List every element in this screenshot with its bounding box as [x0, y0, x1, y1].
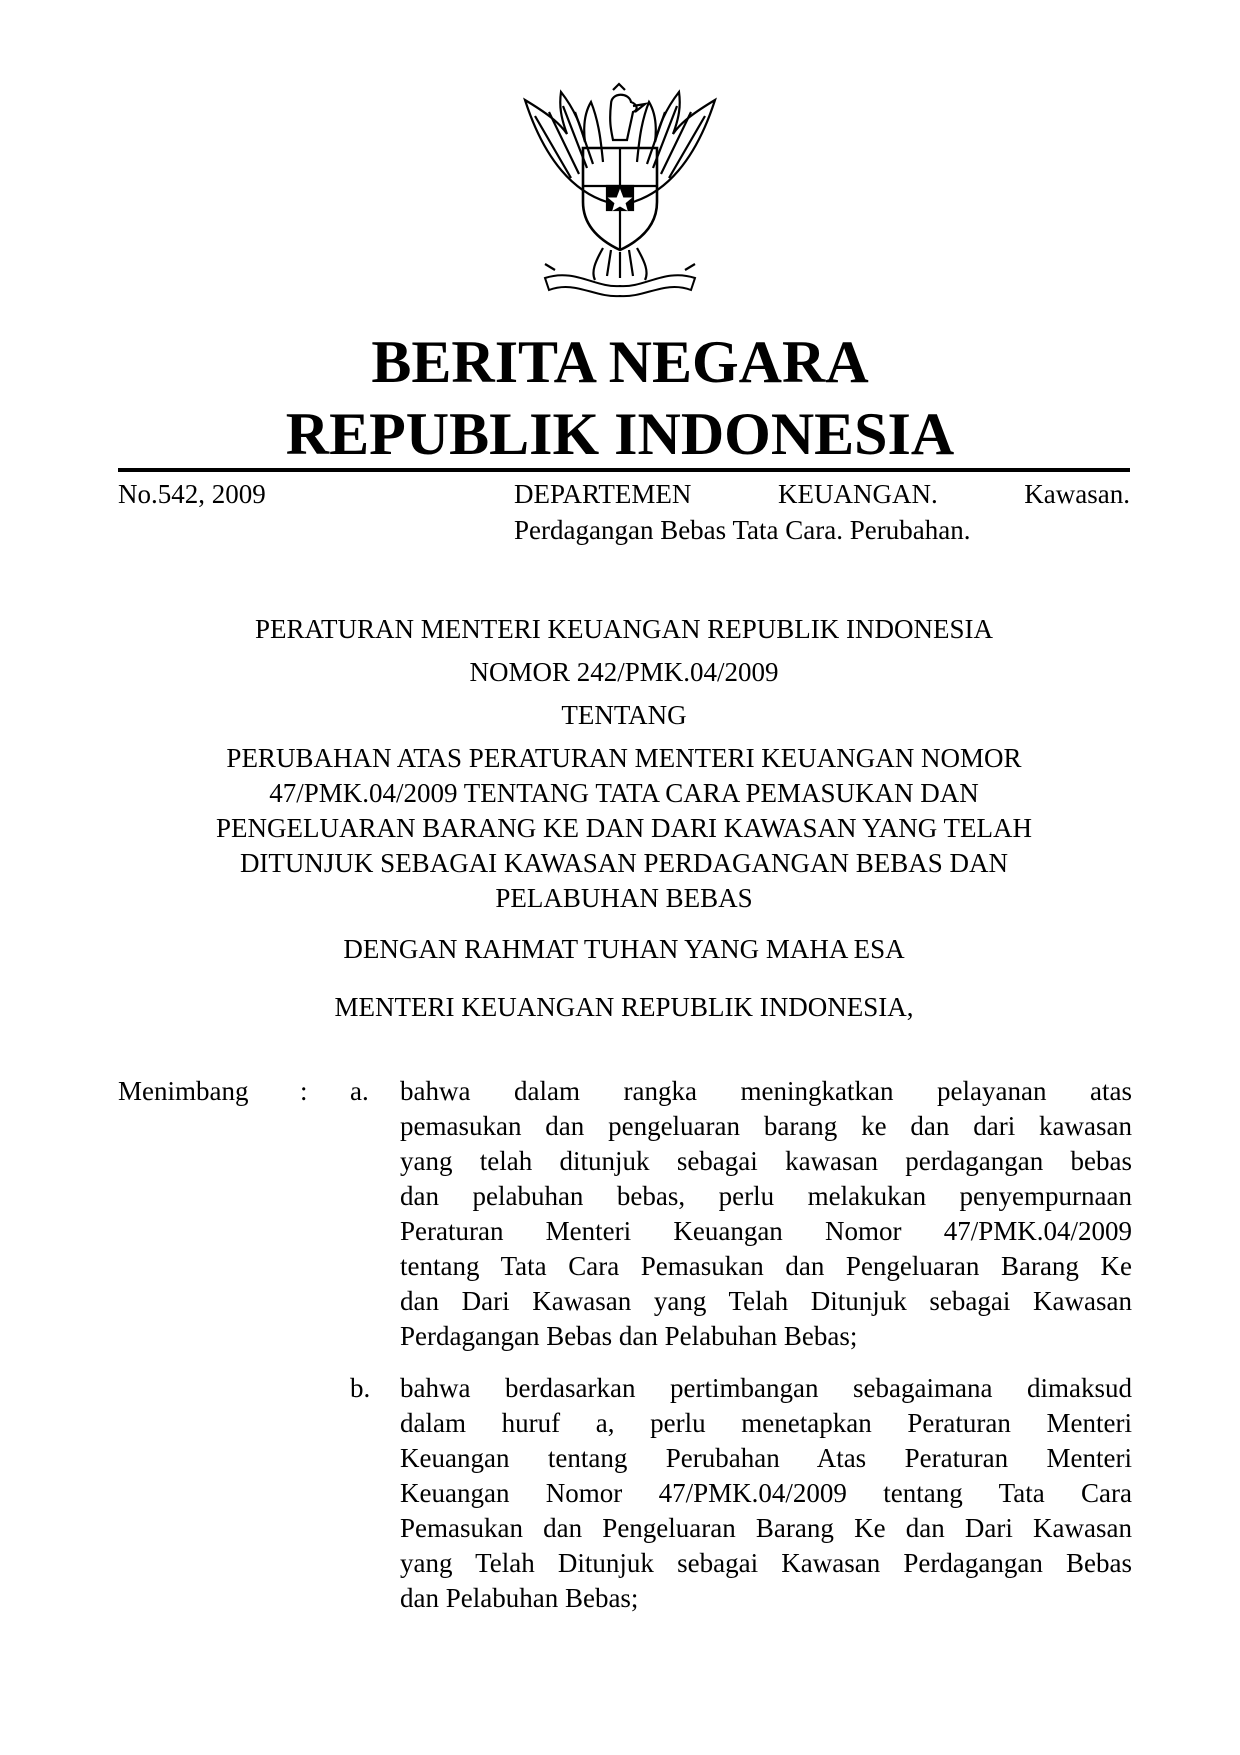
item-line: pemasukan dan pengeluaran barang ke dan dari kawasan [400, 1111, 1132, 1141]
issue-number: No.542, 2009 [118, 479, 266, 509]
regulation-subject-line: PENGELUARAN BARANG KE DAN DARI KAWASAN YANG TELAH [215, 813, 1033, 843]
item-line: dan Dari Kawasan yang Telah Ditunjuk sebagai Kawasan [400, 1286, 1132, 1316]
item-line: bahwa dalam rangka meningkatkan pelayanan atas [400, 1076, 1132, 1106]
issue-desc-word: DEPARTEMEN [514, 479, 692, 509]
item-line: yang telah ditunjuk sebagai kawasan perdagangan bebas [400, 1146, 1132, 1176]
item-line: Peraturan Menteri Keuangan Nomor 47/PMK.04/2009 [400, 1216, 1132, 1246]
menimbang-colon: : [300, 1076, 308, 1106]
issue-desc-line2: Perdagangan Bebas Tata Cara. Perubahan. [514, 515, 971, 545]
item-marker: a. [350, 1076, 369, 1106]
item-line: dan pelabuhan bebas, perlu melakukan penyempurnaan [400, 1181, 1132, 1211]
masthead-title-line2: REPUBLIK INDONESIA [285, 401, 955, 467]
item-text [400, 1074, 1132, 1354]
regulation-subject-line: 47/PMK.04/2009 TENTANG TATA CARA PEMASUKAN DAN [269, 778, 979, 808]
masthead-title-line1: BERITA NEGARA [371, 329, 869, 395]
item-line: tentang Tata Cara Pemasukan dan Pengeluaran Barang Ke [400, 1251, 1132, 1281]
masthead-divider [118, 468, 1130, 472]
regulation-title-line: PERATURAN MENTERI KEUANGAN REPUBLIK INDONESIA [255, 614, 993, 644]
regulation-subject-line: DITUNJUK SEBAGAI KAWASAN PERDAGANGAN BEBAS DAN [239, 848, 1009, 878]
item-line: dalam huruf a, perlu menetapkan Peraturan Menteri [400, 1408, 1132, 1438]
item-line: Keuangan Nomor 47/PMK.04/2009 tentang Tata Cara [400, 1478, 1132, 1508]
preamble-minister: MENTERI KEUANGAN REPUBLIK INDONESIA, [334, 992, 914, 1022]
item-line: bahwa berdasarkan pertimbangan sebagaimana dimaksud [400, 1373, 1132, 1403]
regulation-subject-line: PERUBAHAN ATAS PERATURAN MENTERI KEUANGAN NOMOR [226, 743, 1022, 773]
item-line: Pemasukan dan Pengeluaran Barang Ke dan Dari Kawasan [400, 1513, 1132, 1543]
regulation-subject-line: PELABUHAN BEBAS [495, 883, 753, 913]
item-line: Perdagangan Bebas dan Pelabuhan Bebas; [400, 1321, 858, 1351]
preamble-rahmat: DENGAN RAHMAT TUHAN YANG MAHA ESA [343, 934, 905, 964]
regulation-number: NOMOR 242/PMK.04/2009 [469, 657, 779, 687]
item-text [400, 1371, 1132, 1616]
garuda-emblem-icon [515, 82, 725, 302]
item-line: dan Pelabuhan Bebas; [400, 1583, 639, 1613]
issue-desc-word: KEUANGAN. [777, 479, 938, 509]
item-line: yang Telah Ditunjuk sebagai Kawasan Perdagangan Bebas [400, 1548, 1132, 1578]
regulation-tentang: TENTANG [561, 700, 687, 730]
regulation-title [118, 612, 1130, 916]
issue-desc-word: Kawasan. [1024, 479, 1130, 509]
issue-description [514, 476, 1130, 548]
item-line: Keuangan tentang Perubahan Atas Peraturan Menteri [400, 1443, 1132, 1473]
menimbang-label: Menimbang [118, 1076, 249, 1106]
item-marker: b. [350, 1373, 371, 1403]
